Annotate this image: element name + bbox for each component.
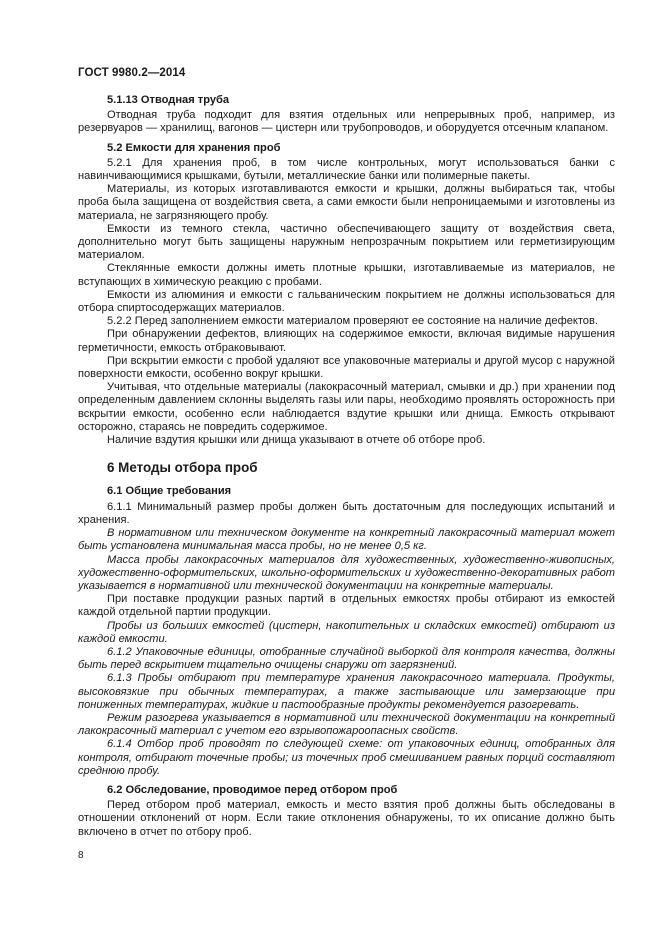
italic-paragraph: В нормативном или техническом документе на конкретный лакокрасочный материал может быть установлена минимальная масса пробы, но не менее 0,5 кг. — [78, 527, 615, 553]
italic-paragraph: Пробы из больших емкостей (цистерн, накопительных и складских емкостей) отбирают из каждой емкости. — [78, 619, 615, 645]
page-number: 8 — [78, 850, 84, 861]
italic-paragraph: 6.1.2 Упаковочные единицы, отобранные случайной выборкой для контроля качества, должны быть перед вскрытием тщательно очищены снаружи от загрязнений. — [78, 645, 615, 672]
paragraph: При вскрытии емкости с пробой удаляют все упаковочные материалы и другой мусор с наружной поверхности емкости, особенно вокруг крышки. — [78, 354, 615, 381]
paragraph: Емкости из темного стекла, частично обеспечивающего защиту от воздействия света, дополнительно могут быть защищены наружным непрозрачным покрытием или герметизирующим материалом. — [78, 222, 615, 262]
paragraph: Емкости из алюминия и емкости с гальваническим покрытием не должны использоваться для отбора спиртосодержащих материалов. — [78, 288, 615, 315]
italic-paragraph: Масса пробы лакокрасочных материалов для художественных, художественно-живописных, художественно-оформительских, школьно-оформительских и художественно-декоративных работ указывается в нормативной или технической документации на конкретные материалы. — [78, 553, 615, 592]
paragraph: 5.2.1 Для хранения проб, в том числе контрольных, могут использоваться банки с навинчивающимися крышками, бутыли, металлические банки или полимерные пакеты. — [78, 156, 615, 183]
paragraph: 6.1.1 Минимальный размер пробы должен быть достаточным для последующих испытаний и хранения. — [78, 500, 615, 526]
paragraph: При обнаружении дефектов, влияющих на содержимое емкости, включая видимые нарушения герметичности, емкость отбраковывают. — [78, 328, 615, 354]
italic-paragraph: Режим разогрева указывается в нормативной или технической документации на конкретный лакокрасочный материал с учетом его взрывопожароопасных свойств. — [78, 711, 615, 738]
paragraph: Отводная труба подходит для взятия отдельных или непрерывных проб, например, из резервуаров — хранилищ, вагонов — цистерн или трубопроводов, и оборудуется отсечным клапаном. — [78, 109, 615, 135]
document-body — [78, 94, 615, 839]
paragraph: 5.2.2 Перед заполнением емкости материалом проверяют ее состояние на наличие дефектов. — [107, 315, 598, 328]
paragraph: При поставке продукции разных партий в отдельных емкостях пробы отбирают из емкостей каждой отдельной партии продукции. — [78, 593, 615, 619]
paragraph: Наличие вздутия крышки или днища указывают в отчете об отборе проб. — [107, 434, 486, 447]
italic-paragraph: 6.1.4 Отбор проб проводят по следующей схеме: от упаковочных единиц, отобранных для контроля, отбирают точечные пробы; из точечных проб смешиванием равных порций составляют среднюю пробу. — [78, 738, 615, 777]
paragraph: Материалы, из которых изготавливаются емкости и крышки, должны выбираться так, чтобы проба была защищена от воздействия света, а сами емкости были непроницаемыми и изготовлены из материала, не загрязняющего пробу. — [78, 183, 615, 222]
subsection-heading: 6.2 Обследование, проводимое перед отбором проб — [107, 783, 398, 796]
section-heading: 6 Методы отбора проб — [107, 460, 258, 476]
subsection-heading: 5.2 Емкости для хранения проб — [107, 141, 281, 154]
italic-paragraph: 6.1.3 Пробы отбирают при температуре хранения лакокрасочного материала. Продукты, высоковязкие при обычных температурах, а также застывающие или замерзающие при пониженных температурах, жидкие и пастообразные продукты рекомендуется разогревать. — [78, 672, 615, 711]
paragraph: Перед отбором проб материал, емкость и место взятия проб должны быть обследованы в отношении отклонений от норм. Если такие отклонения обнаружены, то их описание должно быть включено в отчет по отбору проб. — [78, 799, 615, 838]
paragraph: Стеклянные емкости должны иметь плотные крышки, изготавливаемые из материалов, не вступающих в химическую реакцию с пробами. — [78, 262, 615, 288]
document-header: ГОСТ 9980.2—2014 — [78, 67, 186, 79]
subsection-heading: 6.1 Общие требования — [107, 485, 232, 498]
subsection-heading: 5.1.13 Отводная труба — [107, 94, 230, 106]
paragraph: Учитывая, что отдельные материалы (лакокрасочный материал, смывки и др.) при хранении под определенным давлением склонны выделять газы или пары, необходимо проявлять осторожность при вскрытии емкости, особенно если наблюдается вздутие крышки или днища. Емкость открывают осторожно, стараясь не повредить содержимое. — [78, 381, 615, 433]
